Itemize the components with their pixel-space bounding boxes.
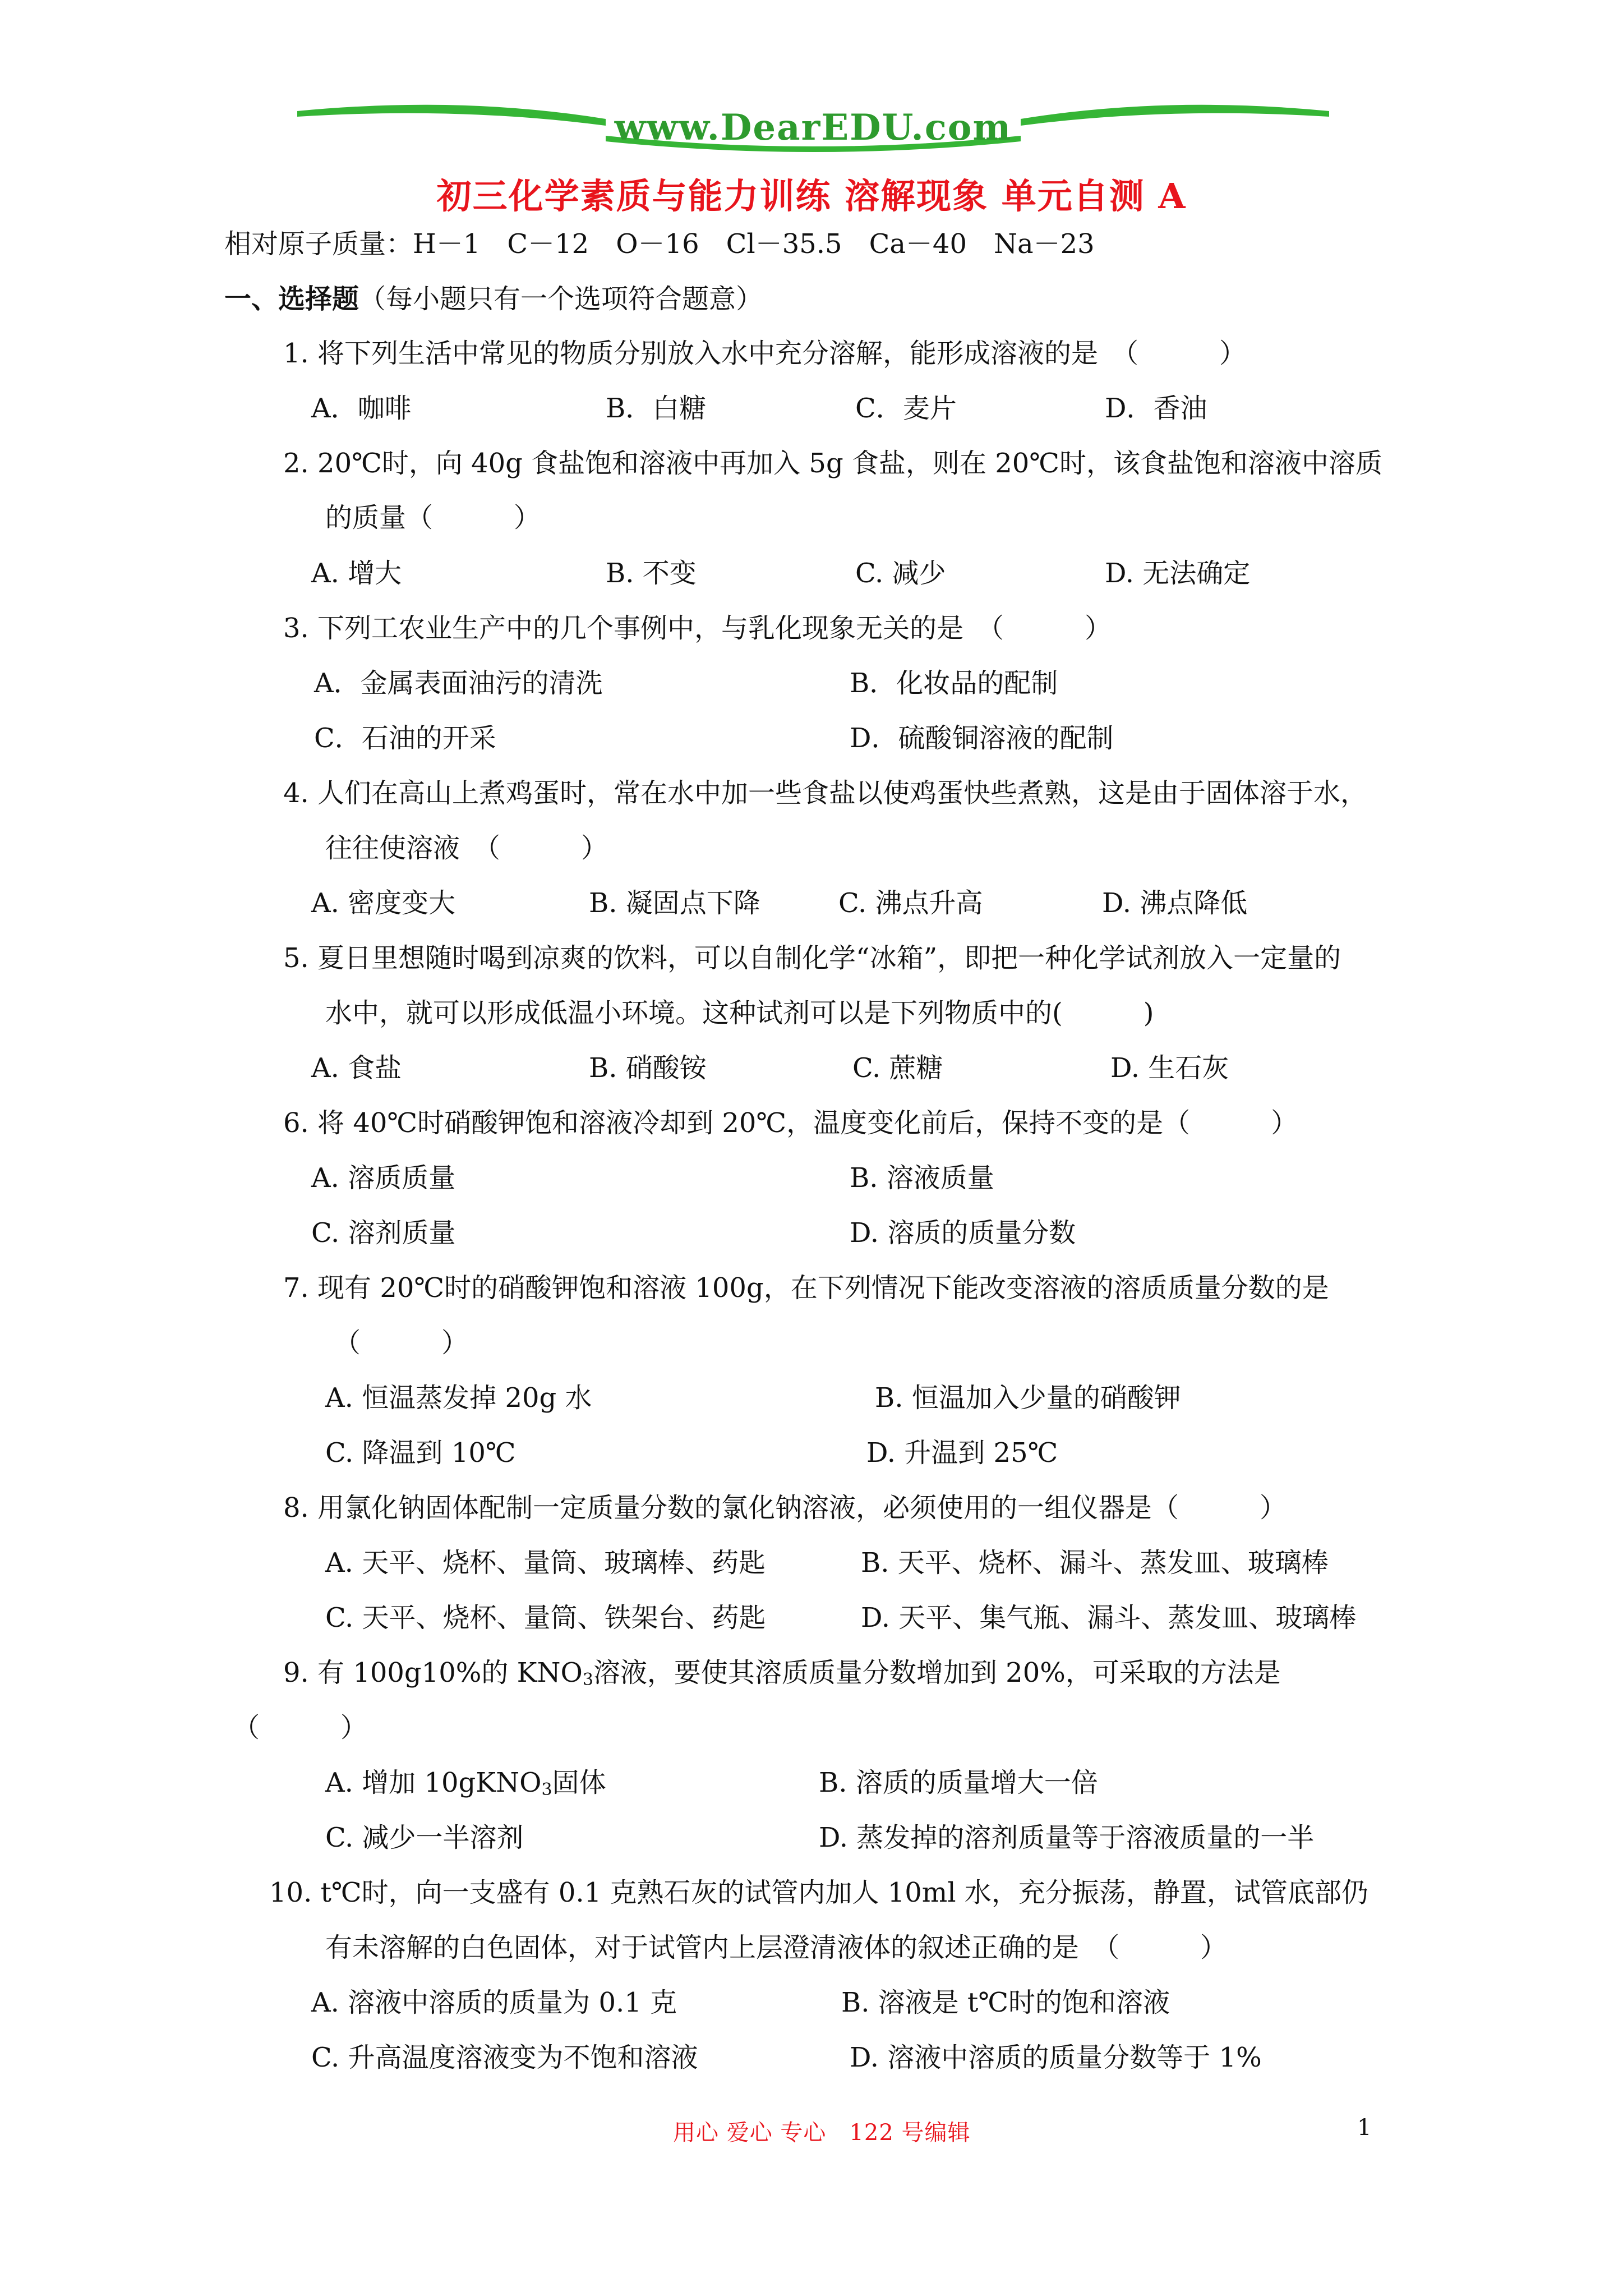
question-3: 3. 下列工农业生产中的几个事例中，与乳化现象无关的是 （ ） [283, 613, 1112, 644]
q9-subscript: 3 [582, 1670, 593, 1690]
q4-option-b: B. 凝固点下降 [589, 887, 760, 919]
question-10-line-1: 10. t℃时，向一支盛有 0.1 克熟石灰的试管内加人 10ml 水，充分振荡，静置，试管底部仍 [269, 1877, 1368, 1908]
question-9-line-1 [283, 1656, 1281, 1697]
question-10-line-2: 有未溶解的白色固体，对于试管内上层澄清液体的叙述正确的是 （ ） [325, 1932, 1228, 1963]
q2-option-b: B. 不变 [606, 558, 697, 589]
page-title: 初三化学素质与能力训练 溶解现象 单元自测 A [436, 176, 1187, 217]
q4-option-a: A. 密度变大 [311, 887, 456, 919]
q5-option-a: A. 食盐 [311, 1052, 402, 1084]
question-7-line-2: （ ） [334, 1327, 469, 1359]
question-4-line-1: 4. 人们在高山上煮鸡蛋时，常在水中加一些食盐以使鸡蛋快些煮熟，这是由于固体溶于水， [283, 777, 1368, 809]
q9-text-start: 9. 有 100g10%的 KNO [283, 1657, 583, 1688]
q3-option-d: D．硫酸铜溶液的配制 [850, 723, 1114, 754]
question-7-line-1: 7. 现有 20℃时的硝酸钾饱和溶液 100g，在下列情况下能改变溶液的溶质质量分数的是 [283, 1272, 1329, 1304]
q9-option-a-start: A. 增加 10gKNO [325, 1767, 542, 1798]
q9-option-d: D. 蒸发掉的溶剂质量等于溶液质量的一半 [819, 1822, 1315, 1853]
q9-option-c: C. 减少一半溶剂 [325, 1822, 524, 1853]
q9-option-a [325, 1766, 606, 1807]
q5-option-d: D. 生石灰 [1110, 1052, 1229, 1084]
q7-option-b: B. 恒温加入少量的硝酸钾 [875, 1382, 1181, 1414]
q4-option-d: D. 沸点降低 [1102, 887, 1248, 919]
q10-option-c: C. 升高温度溶液变为不饱和溶液 [311, 2042, 698, 2073]
q2-option-a: A. 增大 [311, 558, 402, 589]
q3-option-c: C．石油的开采 [314, 723, 496, 754]
question-1: 1. 将下列生活中常见的物质分别放入水中充分溶解，能形成溶液的是 （ ） [283, 338, 1247, 369]
page-footer: 用心 爱心 专心 122 号编辑 [673, 2120, 971, 2146]
q8-option-c: C. 天平、烧杯、量筒、铁架台、药匙 [325, 1602, 766, 1634]
q9-text-end: 溶液，要使其溶质质量分数增加到 20%，可采取的方法是 [593, 1657, 1281, 1688]
q4-option-c: C. 沸点升高 [838, 887, 983, 919]
q2-option-d: D. 无法确定 [1105, 558, 1251, 589]
q6-option-d: D. 溶质的质量分数 [850, 1217, 1076, 1249]
section-title: 一、选择题 [224, 283, 359, 315]
q9-option-b: B. 溶质的质量增大一倍 [819, 1767, 1098, 1798]
q3-option-b: B．化妆品的配制 [850, 668, 1058, 699]
q7-option-a: A. 恒温蒸发掉 20g 水 [325, 1382, 592, 1414]
site-logo [292, 84, 1335, 163]
q9-option-a-subscript: 3 [541, 1780, 552, 1800]
q3-option-a: A．金属表面油污的清洗 [314, 668, 603, 699]
q6-option-b: B. 溶液质量 [850, 1162, 994, 1194]
question-4-line-2: 往往使溶液 （ ） [325, 832, 608, 864]
q10-option-d: D. 溶液中溶质的质量分数等于 1% [850, 2042, 1262, 2073]
page-number: 1 [1357, 2115, 1372, 2141]
question-5-line-2: 水中，就可以形成低温小环境。这种试剂可以是下列物质中的( ) [325, 997, 1154, 1029]
q10-option-a: A. 溶液中溶质的质量为 0.1 克 [311, 1987, 677, 2018]
atomic-masses: 相对原子质量：H－1 C－12 O－16 Cl－35.5 Ca－40 Na－23 [224, 228, 1095, 260]
q1-option-a: A．咖啡 [311, 393, 412, 424]
question-6: 6. 将 40℃时硝酸钾饱和溶液冷却到 20℃，温度变化前后，保持不变的是（ ） [283, 1107, 1298, 1139]
q1-option-b: B．白糖 [606, 393, 707, 424]
q7-option-c: C. 降温到 10℃ [325, 1437, 516, 1469]
q8-option-b: B. 天平、烧杯、漏斗、蒸发皿、玻璃棒 [861, 1547, 1329, 1579]
q1-option-c: C．麦片 [855, 393, 957, 424]
q5-option-c: C. 蔗糖 [852, 1052, 943, 1084]
q7-option-d: D. 升温到 25℃ [866, 1437, 1058, 1469]
question-2-line-2: 的质量（ ） [325, 502, 541, 533]
q5-option-b: B. 硝酸铵 [589, 1052, 707, 1084]
section-note: （每小题只有一个选项符合题意） [359, 283, 763, 315]
site-url: www.DearEDU.com [614, 107, 1012, 149]
q9-option-a-end: 固体 [552, 1767, 606, 1798]
q10-option-b: B. 溶液是 t℃时的饱和溶液 [841, 1987, 1170, 2018]
q1-option-d: D．香油 [1105, 393, 1207, 424]
q6-option-a: A. 溶质质量 [311, 1162, 456, 1194]
question-8: 8. 用氯化钠固体配制一定质量分数的氯化钠溶液，必须使用的一组仪器是（ ） [283, 1492, 1287, 1524]
question-9-line-2: （ ） [233, 1712, 368, 1743]
q6-option-c: C. 溶剂质量 [311, 1217, 456, 1249]
q2-option-c: C. 减少 [855, 558, 946, 589]
q8-option-d: D. 天平、集气瓶、漏斗、蒸发皿、玻璃棒 [861, 1602, 1357, 1634]
question-2-line-1: 2. 20℃时，向 40g 食盐饱和溶液中再加入 5g 食盐，则在 20℃时，该食盐饱和溶液中溶质 [283, 448, 1382, 479]
section-heading [224, 282, 763, 316]
q8-option-a: A. 天平、烧杯、量筒、玻璃棒、药匙 [325, 1547, 766, 1579]
question-5-line-1: 5. 夏日里想随时喝到凉爽的饮料，可以自制化学“冰箱”，即把一种化学试剂放入一定量的 [283, 942, 1341, 974]
